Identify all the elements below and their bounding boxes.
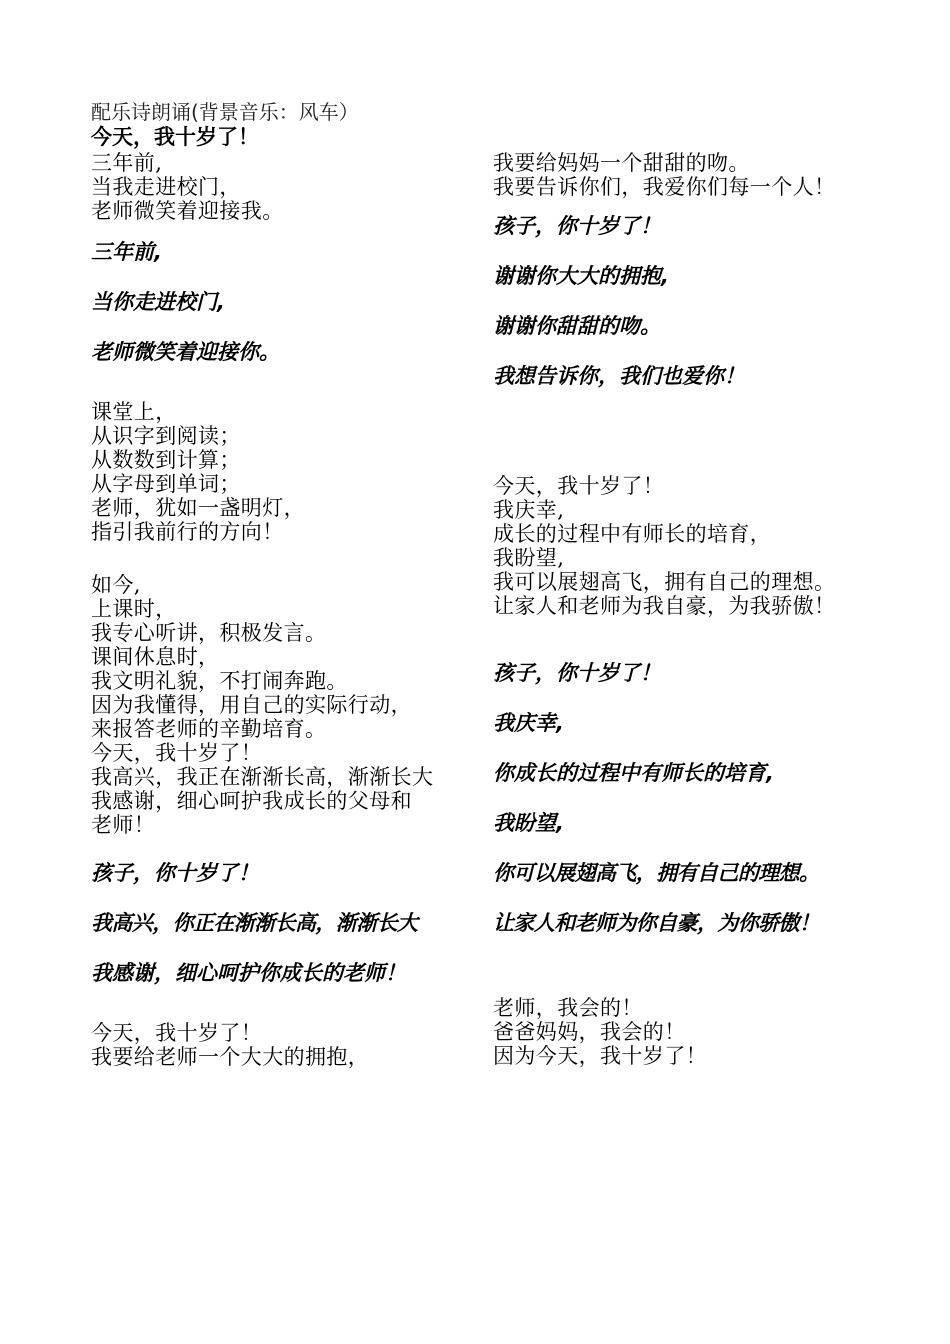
stanza-hug bbox=[91, 1021, 369, 1069]
verse-line: 老师微笑着迎接我。 bbox=[91, 199, 284, 223]
verse-line: 老师，犹如一盏明灯， bbox=[91, 496, 305, 520]
verse-line: 三年前, bbox=[91, 151, 163, 175]
reply-line: 我盼望, bbox=[493, 811, 564, 835]
verse-line: 老师，我会的！ bbox=[493, 996, 643, 1020]
verse-line: 我文明礼貌，不打闹奔跑。 bbox=[91, 669, 348, 693]
poem-title: 配乐诗朗诵(背景音乐：风车） bbox=[91, 100, 359, 124]
verse-line: 我专心听讲，积极发言。 bbox=[91, 621, 327, 645]
verse-line: 从字母到单词； bbox=[91, 472, 241, 496]
verse-line: 爸爸妈妈，我会的！ bbox=[493, 1020, 686, 1044]
verse-line: 因为我懂得，用自己的实际行动， bbox=[91, 693, 412, 717]
reply-line: 我想告诉你，我们也爱你！ bbox=[493, 364, 745, 388]
reply-line: 让家人和老师为你自豪，为你骄傲！ bbox=[493, 911, 820, 935]
verse-line: 我高兴，我正在渐渐长高，渐渐长大 bbox=[91, 765, 434, 789]
verse-line: 当我走进校门， bbox=[91, 175, 241, 199]
verse-line: 因为今天，我十岁了！ bbox=[493, 1044, 707, 1068]
reply-line: 你成长的过程中有师长的培育, bbox=[493, 761, 774, 785]
stanza-kiss bbox=[493, 151, 835, 199]
verse-line: 指引我前行的方向！ bbox=[91, 520, 284, 544]
reply-line: 老师微笑着迎接你。 bbox=[91, 340, 280, 364]
poem-heading: 今天，我十岁了！ bbox=[91, 125, 259, 149]
verse-line: 上课时， bbox=[91, 597, 177, 621]
reply-line: 我高兴，你正在渐渐长高，渐渐长大 bbox=[91, 911, 418, 935]
verse-line: 让家人和老师为我自豪，为我骄傲！ bbox=[493, 594, 836, 618]
stanza-classroom bbox=[91, 400, 305, 544]
verse-line: 成长的过程中有师长的培育， bbox=[493, 522, 772, 546]
verse-line: 从识字到阅读； bbox=[91, 424, 241, 448]
reply-line: 谢谢你大大的拥抱, bbox=[493, 264, 669, 288]
reply-line: 孩子，你十岁了！ bbox=[91, 861, 259, 885]
verse-line: 来报答老师的辛勤培育。 bbox=[91, 717, 327, 741]
reply-line: 我感谢，细心呵护你成长的老师！ bbox=[91, 961, 406, 985]
verse-line: 从数数到计算； bbox=[91, 448, 241, 472]
verse-line: 今天，我十岁了！ bbox=[91, 741, 263, 765]
reply-line: 孩子，你十岁了！ bbox=[493, 214, 661, 238]
stanza-grateful bbox=[493, 474, 835, 618]
verse-line: 课间休息时， bbox=[91, 645, 220, 669]
reply-line: 我庆幸, bbox=[493, 711, 564, 735]
verse-line: 我盼望, bbox=[493, 546, 565, 570]
stanza-three-years-ago bbox=[91, 151, 284, 223]
verse-line: 我要给老师一个大大的拥抱， bbox=[91, 1045, 370, 1069]
verse-line: 我要给妈妈一个甜甜的吻。 bbox=[493, 151, 750, 175]
stanza-promise bbox=[493, 996, 707, 1068]
verse-line: 今天，我十岁了！ bbox=[493, 474, 665, 498]
verse-line: 老师！ bbox=[91, 813, 156, 837]
reply-line: 谢谢你甜甜的吻。 bbox=[493, 314, 661, 338]
reply-line: 孩子，你十岁了！ bbox=[493, 661, 661, 685]
verse-line: 我可以展翅高飞，拥有自己的理想。 bbox=[493, 570, 836, 594]
verse-line: 今天，我十岁了！ bbox=[91, 1021, 263, 1045]
reply-line: 当你走进校门, bbox=[91, 290, 225, 314]
reply-line: 你可以展翅高飞，拥有自己的理想。 bbox=[493, 861, 820, 885]
verse-line: 我要告诉你们，我爱你们每一个人！ bbox=[493, 175, 836, 199]
verse-line: 如今, bbox=[91, 573, 141, 597]
verse-line: 我庆幸, bbox=[493, 498, 565, 522]
verse-line: 我感谢，细心呵护我成长的父母和 bbox=[91, 789, 412, 813]
reply-line: 三年前, bbox=[91, 240, 162, 264]
stanza-now bbox=[91, 573, 433, 837]
verse-line: 课堂上， bbox=[91, 400, 177, 424]
